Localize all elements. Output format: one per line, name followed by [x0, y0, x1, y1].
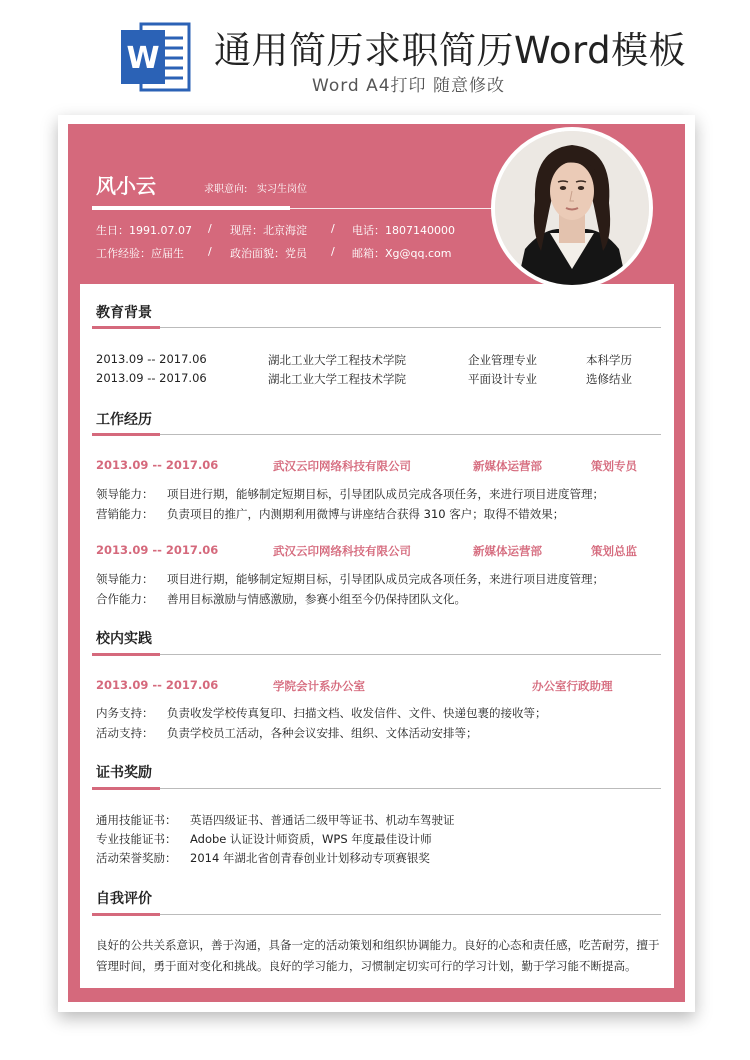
job-intent-label: 求职意向:: [204, 184, 248, 195]
svg-text:W: W: [126, 41, 160, 76]
header-divider-accent: [92, 206, 290, 210]
campus-item-label: 内务支持：: [96, 706, 154, 720]
section-accent: [92, 326, 160, 329]
job-role: 策划专员: [591, 459, 637, 473]
job-dept: 新媒体运营部: [473, 459, 542, 473]
job-company: 武汉云印网络科技有限公司: [273, 544, 411, 558]
cert-text: 英语四级证书、普通话二级甲等证书、机动车驾驶证: [190, 813, 455, 827]
edu-degree: 本科学历: [586, 353, 632, 367]
separator: /: [331, 222, 335, 235]
cert-label: 通用技能证书：: [96, 813, 177, 827]
banner-subtitle: Word A4打印 随意修改: [312, 76, 505, 96]
campus-org: 学院会计系办公室: [273, 679, 365, 693]
campus-item-text: 负责学校员工活动，各种会议安排、组织、文体活动安排等；: [167, 726, 478, 740]
cert-text: Adobe 认证设计师资质，WPS 年度最佳设计师: [190, 832, 432, 846]
job-item-text: 项目进行期，能够制定短期目标，引导团队成员完成各项任务，来进行项目进度管理；: [167, 487, 604, 501]
separator: /: [208, 245, 212, 258]
education-title: 教育背景: [96, 305, 152, 321]
job-item-label: 领导能力：: [96, 487, 154, 501]
edu-major: 平面设计专业: [468, 372, 537, 386]
job-company: 武汉云印网络科技有限公司: [273, 459, 411, 473]
edu-school: 湖北工业大学工程技术学院: [268, 353, 406, 367]
section-divider: [92, 788, 661, 789]
content-panel: [80, 284, 674, 988]
cert-text: 2014 年湖北省创青春创业计划移动专项赛银奖: [190, 851, 430, 865]
email-info: 邮箱：Xg@qq.com: [352, 247, 452, 260]
word-icon: [121, 22, 191, 92]
politics-info: 政治面貌：党员: [230, 247, 307, 260]
campus-item-text: 负责收发学校传真复印、扫描文档、收发信件、文件、快递包裹的接收等；: [167, 706, 547, 720]
birth-info: 生日：1991.07.07: [96, 224, 192, 237]
job-item-label: 合作能力：: [96, 592, 154, 606]
location-info: 现居：北京海淀: [230, 224, 307, 237]
self-eval-title: 自我评价: [96, 891, 152, 907]
banner-title: 通用简历求职简历Word模板: [214, 29, 687, 72]
campus-role: 办公室行政助理: [532, 679, 613, 693]
phone-info: 电话：1807140000: [352, 224, 455, 237]
job-item-label: 领导能力：: [96, 572, 154, 586]
job-item-label: 营销能力：: [96, 507, 154, 521]
separator: /: [331, 245, 335, 258]
section-divider: [92, 654, 661, 655]
avatar: [491, 127, 653, 289]
section-accent: [92, 913, 160, 916]
edu-date: 2013.09 -- 2017.06: [96, 352, 207, 366]
edu-date: 2013.09 -- 2017.06: [96, 371, 207, 385]
experience-info: 工作经验：应届生: [96, 247, 184, 260]
edu-school: 湖北工业大学工程技术学院: [268, 372, 406, 386]
job-date: 2013.09 -- 2017.06: [96, 458, 219, 472]
work-title: 工作经历: [96, 412, 152, 428]
job-item-text: 项目进行期，能够制定短期目标，引导团队成员完成各项任务，来进行项目进度管理；: [167, 572, 604, 586]
campus-item-label: 活动支持：: [96, 726, 154, 740]
candidate-name: 风小云: [96, 174, 156, 198]
cert-label: 专业技能证书：: [96, 832, 177, 846]
job-item-text: 负责项目的推广，内测期利用微博与讲座结合获得 310 客户；取得不错效果；: [167, 507, 565, 521]
job-intent-value: 实习生岗位: [257, 184, 307, 195]
cert-label: 活动荣誉奖励：: [96, 851, 177, 865]
edu-major: 企业管理专业: [468, 353, 537, 367]
section-accent: [92, 433, 160, 436]
self-eval-text: 良好的公共关系意识，善于沟通，具备一定的活动策划和组织协调能力。良好的心态和责任感，吃苦耐劳，擅于管理时间，勇于面对变化和挑战。良好的学习能力，习惯制定切实可行的学习计划，勤于学习能不断提高。: [96, 938, 660, 973]
job-role: 策划总监: [591, 544, 637, 558]
certs-title: 证书奖励: [96, 765, 152, 781]
section-divider: [92, 434, 661, 435]
separator: /: [208, 222, 212, 235]
section-accent: [92, 787, 160, 790]
section-divider: [92, 914, 661, 915]
campus-date: 2013.09 -- 2017.06: [96, 678, 219, 692]
job-item-text: 善用目标激励与情感激励，参赛小组至今仍保持团队文化。: [167, 592, 466, 606]
job-date: 2013.09 -- 2017.06: [96, 543, 219, 557]
edu-degree: 选修结业: [586, 372, 632, 386]
campus-title: 校内实践: [96, 631, 152, 647]
section-divider: [92, 327, 661, 328]
section-accent: [92, 653, 160, 656]
job-dept: 新媒体运营部: [473, 544, 542, 558]
